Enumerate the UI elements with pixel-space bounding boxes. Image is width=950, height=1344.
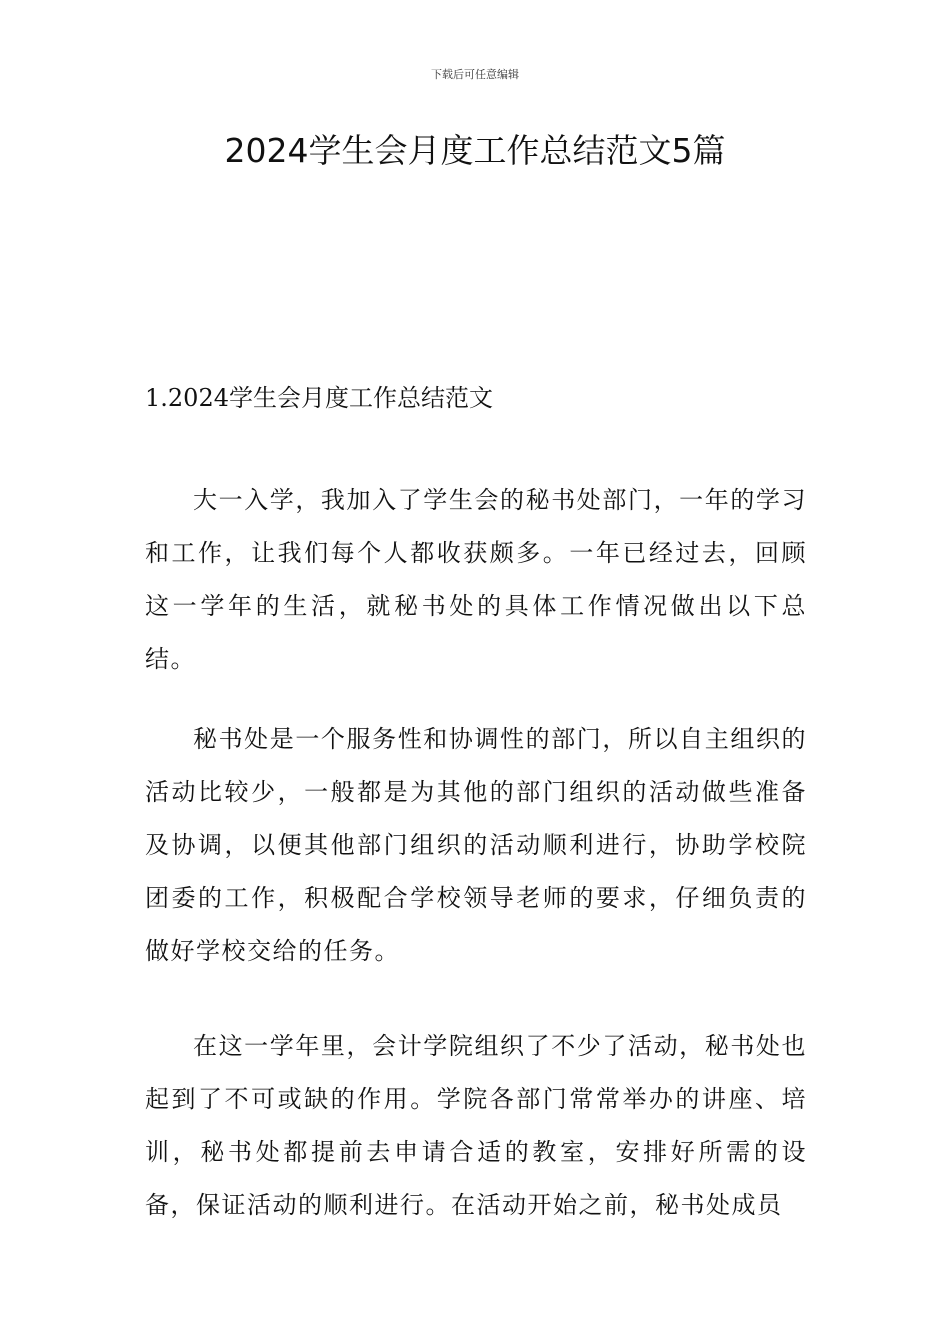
paragraph-1: 大一入学，我加入了学生会的秘书处部门，一年的学习和工作，让我们每个人都收获颇多。一年已经过去，回顾这一学年的生活，就秘书处的具体工作情况做出以下总结。 bbox=[145, 486, 807, 673]
paragraph-2: 秘书处是一个服务性和协调性的部门，所以自主组织的活动比较少，一般都是为其他的部门组织的活动做些准备及协调，以便其他部门组织的活动顺利进行，协助学校院团委的工作，积极配合学校领导老师的要求，仔细负责的做好学校交给的任务。 bbox=[145, 725, 807, 965]
section-heading: 1.2024学生会月度工作总结范文 bbox=[145, 384, 493, 412]
document-title: 2024学生会月度工作总结范文5篇 bbox=[224, 131, 726, 170]
download-note: 下载后可任意编辑 bbox=[431, 68, 519, 81]
paragraph-3: 在这一学年里，会计学院组织了不少了活动，秘书处也起到了不可或缺的作用。学院各部门常常举办的讲座、培训，秘书处都提前去申请合适的教室，安排好所需的设备，保证活动的顺利进行。在活动开始之前，秘书处成员 bbox=[145, 1032, 807, 1219]
